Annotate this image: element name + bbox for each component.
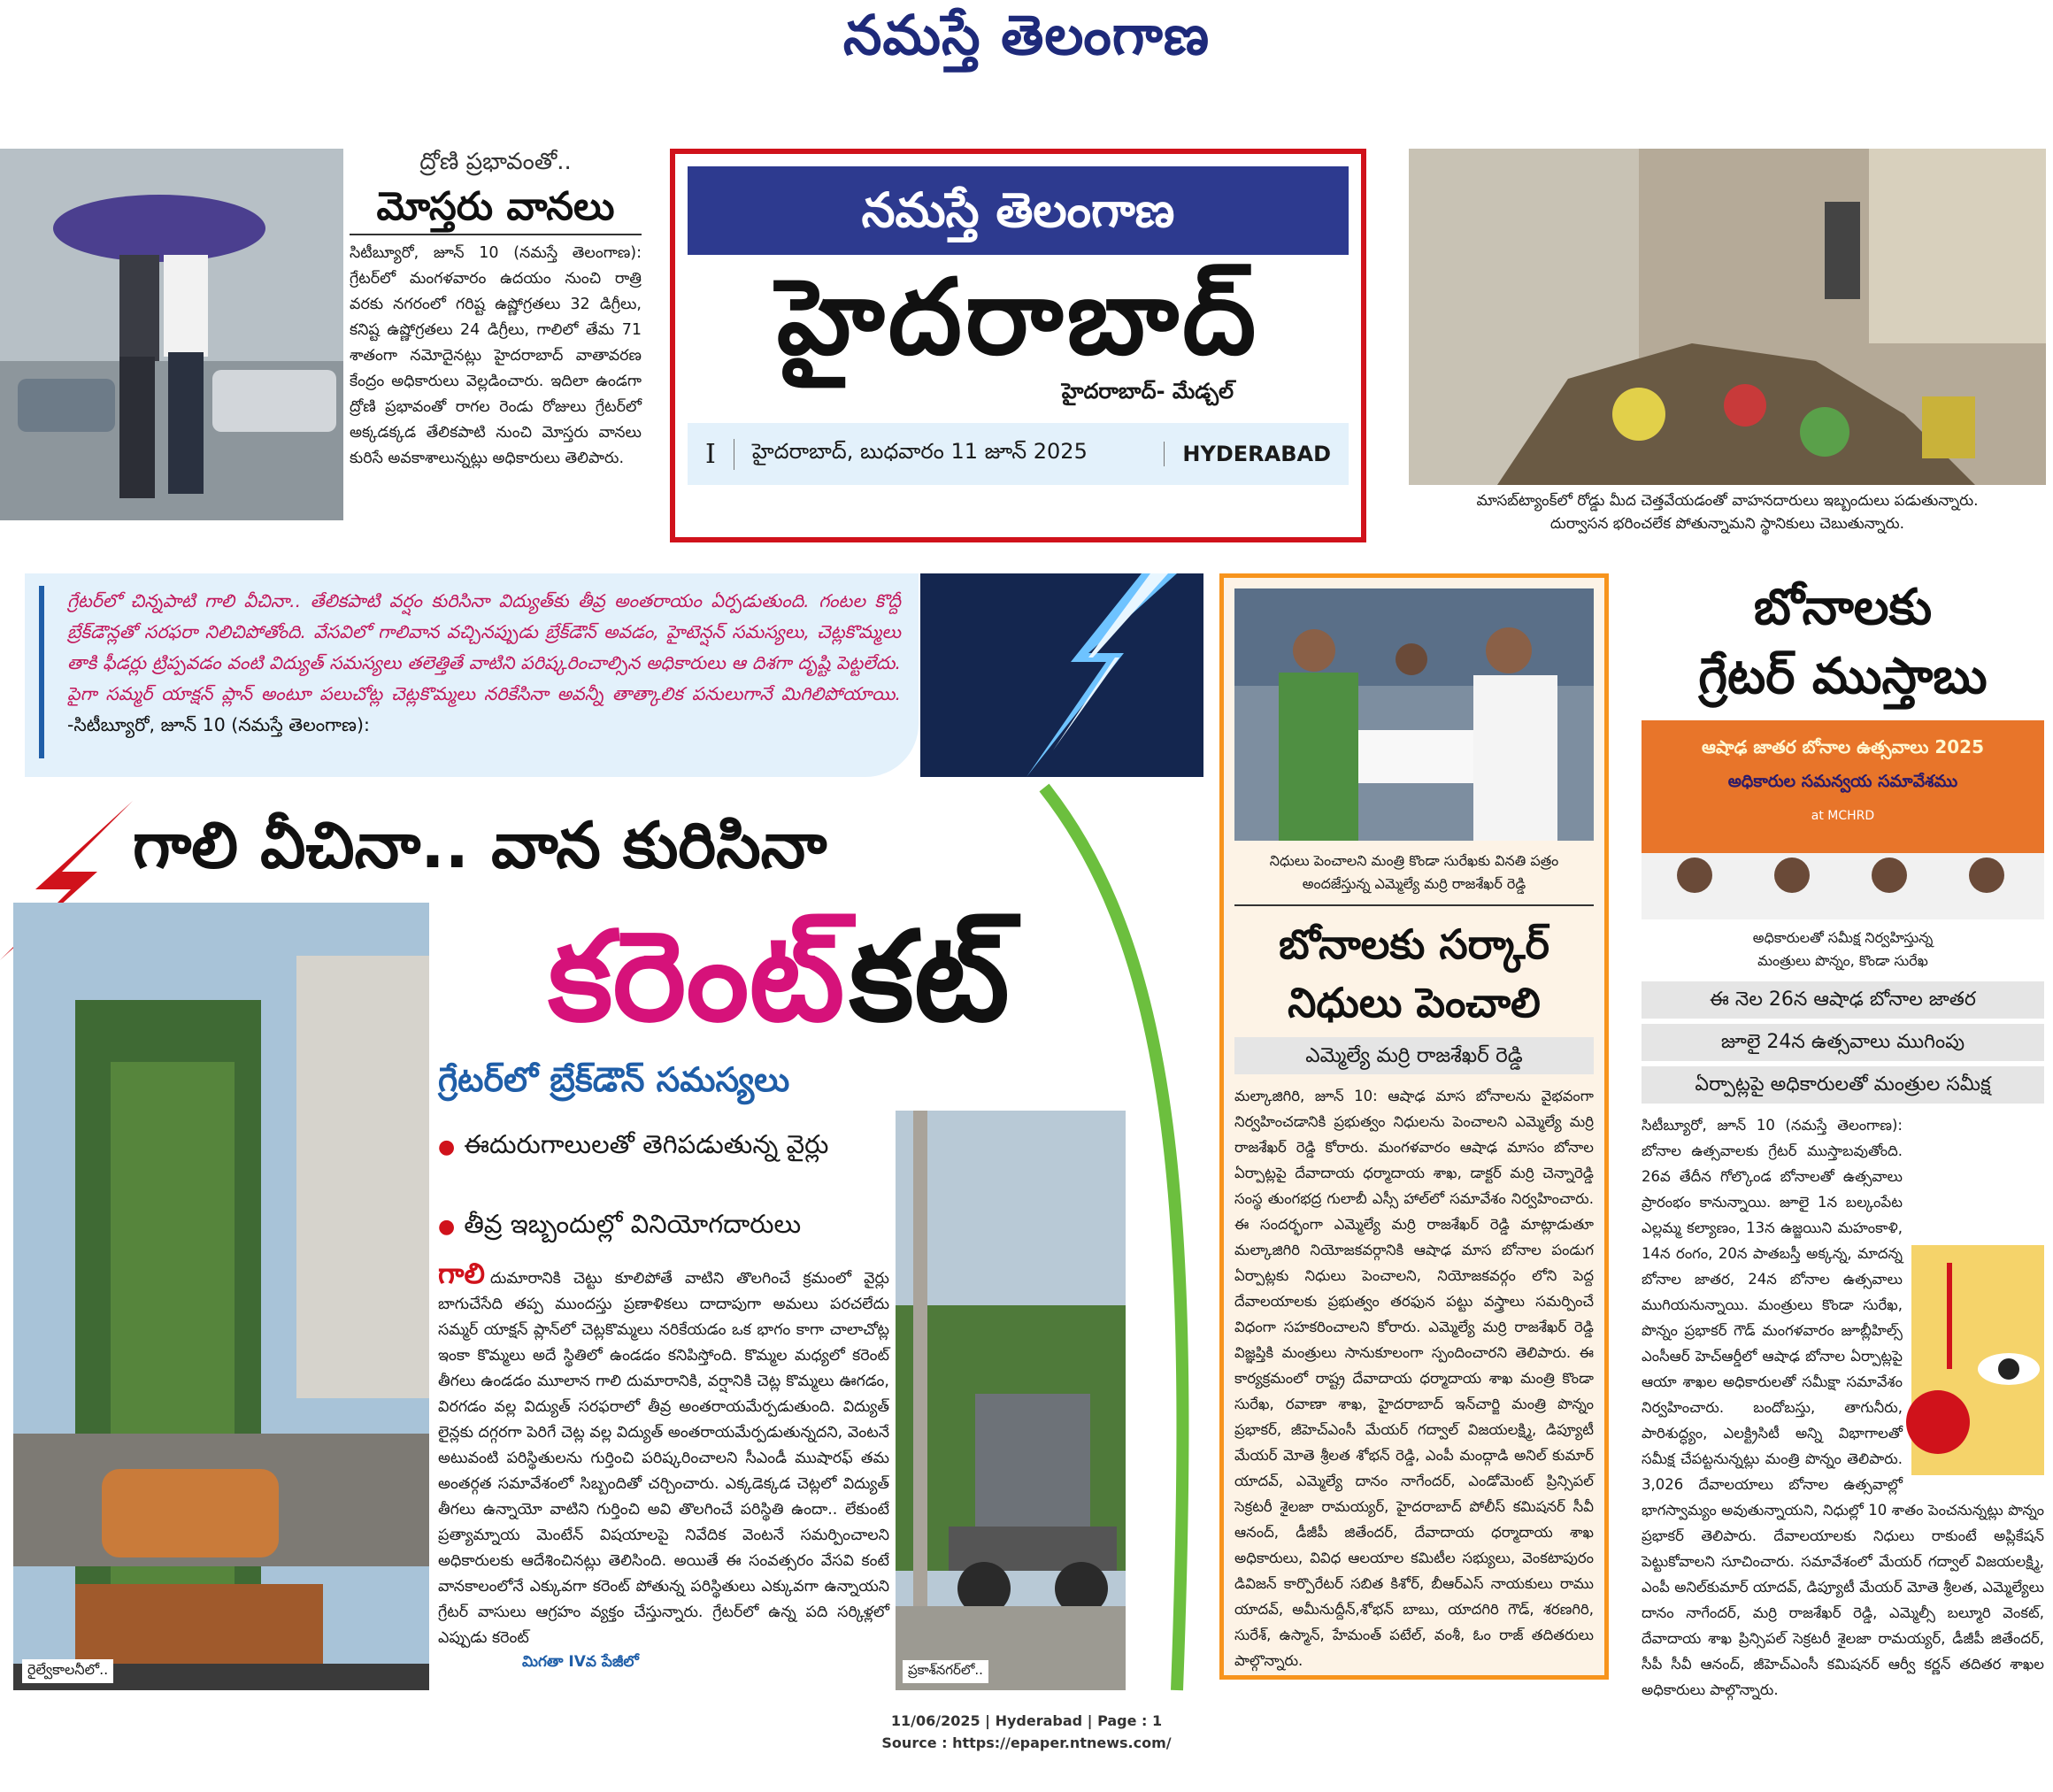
power-headline-current: కరెంట్ xyxy=(548,905,845,1050)
edition-blue-panel xyxy=(688,166,1349,255)
bonalu-greater-caption-2: మంత్రులు పొన్నం, కొండా సురేఖ xyxy=(1757,952,1928,969)
bonalu-funds-caption-1: నిధులు పెంచాలని మంత్రి కొండా సురేఖకు వినతి పత్రం xyxy=(1269,852,1559,869)
garbage-caption-2: దుర్వాసన భరించలేక పోతున్నామని స్థానికులు చెబుతున్నారు. xyxy=(1549,515,1905,533)
rain-rule xyxy=(350,234,642,235)
railway-colony-photo xyxy=(13,903,429,1690)
bonalu-banner-place: at MCHRD xyxy=(1811,809,1875,823)
bonalu-deck-2: జూలై 24న ఉత్సవాలు ముగింపు xyxy=(1642,1024,2044,1061)
garbage-photo xyxy=(1409,149,2046,485)
edition-page-mark: I xyxy=(688,439,734,470)
edition-city: హైదరాబాద్ xyxy=(776,256,1260,378)
power-drop-word: గాలి xyxy=(438,1257,485,1290)
garbage-caption xyxy=(1409,489,2046,535)
power-body-text: దుమారానికి చెట్టు కూలిపోతే వాటిని తొలగించే క్రమంలో వైర్లు బాగుచేసేది తప్ప ముందస్తు ప్రణాళికలు దాదాపుగా అమలు పరచలేదు సమ్మర్ యాక్షన్ ప్లాన్‌లో చెట్లకొమ్మలు నరికేయడం ఒక భాగం కాగా చాలాచోట్ల ఇంకా కొమ్మలు అదే స్థితిలో ఉండడం కనిపిస్తోంది. కొమ్మల మధ్యలో కరెంట్ తీగలు ఉండడం మూలాన గాలి దుమారానికి, వర్షానికి చెట్ల కొమ్మలు ఊగడం, విరగడం వల్ల విద్యుత్ సరఫరాలో తీవ్ర అంతరాయమేర్పడుతుంది. విద్యుత్ లైన్లకు దగ్గరగా పెరిగే చెట్ల వల్ల విద్యుత్ అంతరాయమేర్పడుతున్నదని, వెంటనే అటువంటి పరిస్థితులను గుర్తించి పరిష్కరించాలని సీఎండీ ముషారఫ్ తమ అంతర్గత సమావేశంలో సిబ్బందితో చర్చించారు. ఎక్కడెక్కడ చెట్లలో విద్యుత్ తీగలు ఉన్నాయో వాటిని గుర్తించి అవి తొలగించే పరిస్థితి ఉందా.. లేకుంటే ప్రత్యామ్నాయ మెంటేన్ విషయాలపై నివేదిక వెంటనే సమర్పించాలని అధికారులకు ఆదేశించినట్లు తెలిసింది. అయితే ఈ సంవత్సరం వేసవి కంటే వానకాలంలోనే ఎక్కువగా కరెంట్ పోతున్న పరిస్థితులు ఎక్కువగా ఉన్నాయని గ్రేటర్ వాసులు ఆగ్రహం వ్యక్తం చేస్తున్నారు. గ్రేటర్‌లో ఉన్న పది సర్కిళ్లలో ఎప్పుడు కరెంట్ xyxy=(438,1270,889,1647)
garbage-caption-1: మాసబ్‌ట్యాంక్‌లో రోడ్డు మీద చెత్తవేయడంతో వాహనదారులు ఇబ్బందులు పడుతున్నారు. xyxy=(1476,492,1979,510)
lightning-art xyxy=(920,573,1203,777)
edition-box xyxy=(670,149,1366,542)
power-intro-credit: -సిటీబ్యూరో, జూన్ 10 (నమస్తే తెలంగాణ): xyxy=(67,714,370,735)
bonalu-funds-column xyxy=(1219,573,1609,1680)
railway-colony-label: రైల్వేకాలనీలో.. xyxy=(22,1659,113,1683)
bonalu-greater-headline-1: బోనాలకు xyxy=(1753,579,1933,636)
bonalu-review-photo xyxy=(1642,720,2044,919)
rain-kicker: ద్రోణి ప్రభావంతో.. xyxy=(419,149,572,175)
bonalu-banner-text: ఆషాఢ జాతర బోనాల ఉత్సవాలు 2025 xyxy=(1701,736,1984,758)
bonalu-funds-rule xyxy=(1234,904,1594,906)
bonalu-greater-headline-2: గ్రేటర్ ముస్తాబు xyxy=(1698,648,1988,705)
lightning-icon xyxy=(920,573,1203,777)
rain-story xyxy=(350,149,642,520)
bonalu-funds-headline-1: బోనాలకు సర్కార్ xyxy=(1279,920,1549,968)
footer-date: 11/06/2025 | Hyderabad | Page : 1 xyxy=(890,1712,1163,1729)
masthead-title: నమస్తే తెలంగాణ xyxy=(842,3,1211,67)
prakash-nagar-label: ప్రకాశ్‌నగర్‌లో.. xyxy=(903,1660,988,1683)
power-body xyxy=(438,1257,889,1647)
bonalu-greater-caption-1: అధికారులతో సమీక్ష నిర్వహిస్తున్న xyxy=(1752,929,1934,946)
edition-dateline: హైదరాబాద్, బుధవారం 11 జూన్ 2025 xyxy=(751,439,1088,464)
edition-name-en: HYDERABAD xyxy=(1164,442,1349,466)
power-headline-1: గాలి వీచినా.. వాన కురిసినా xyxy=(133,808,827,882)
bonalu-deck-1: ఈ నెల 26న ఆషాఢ బోనాల జాతర xyxy=(1642,981,2044,1019)
bonalu-greater-caption xyxy=(1642,927,2044,973)
rain-headline: మోస్తరు వానలు xyxy=(376,184,615,229)
bonalu-funds-byline: ఎమ్మెల్యే మర్రి రాజశేఖర్ రెడ్డి xyxy=(1234,1037,1594,1074)
prakash-nagar-photo xyxy=(896,1111,1126,1690)
rain-photo xyxy=(0,149,343,520)
footer-source: Source : https://epaper.ntnews.com/ xyxy=(881,1734,1172,1751)
edition-paper-name: నమస్తే తెలంగాణ xyxy=(861,182,1175,238)
power-continued: మిగతా IVవ పేజీలో xyxy=(522,1653,639,1671)
rain-body: సిటీబ్యూరో, జూన్ 10 (నమస్తే తెలంగాణ): గ్రేటర్‌లో మంగళవారం ఉదయం నుంచి రాత్రి వరకు నగరంలో గరిష్ట ఉష్ణోగ్రతలు 32 డిగ్రీలు, కనిష్ట ఉష్ణోగ్రతలు 24 డిగ్రీలు, గాలిలో తేమ 71 శాతంగా నమోదైనట్లు హైదరాబాద్ వాతావరణ కేంద్రం అధికారులు వెల్లడించారు. ఇదిలా ఉండగా ద్రోణి ప్రభావంతో రాగల రెండు రోజులు గ్రేటర్‌లో అక్కడక్కడ తేలికపాటి నుంచి మోస్తరు వానలు కురిసే అవకాశాలున్నట్లు అధికారులు తెలిపారు. xyxy=(350,244,642,467)
power-intro-body: గ్రేటర్‌లో చిన్నపాటి గాలి వీచినా.. తేలికపాటి వర్షం కురిసినా విద్యుత్‌కు తీవ్ర అంతరాయం ఏర్పడుతుంది. గంటల కొద్దీ బ్రేక్‌డౌన్లతో సరఫరా నిలిచిపోతోంది. వేసవిలో గాలివాన వచ్చినప్పుడు బ్రేక్‌డౌన్ అవడం, హైటెన్షన్ సమస్యలు, చెట్లకొమ్మలు తాకి ఫీడర్లు ట్రిప్పవడం వంటి విద్యుత్ సమస్యలు తలెత్తితే వాటిని పరిష్కరించాల్సిన అధికారులు ఆ దిశగా దృష్టి పెట్టలేదు. పైగా సమ్మర్ యాక్షన్ ప్లాన్ అంటూ పలుచోట్ల చెట్లకొమ్మలు నరికేసినా అవన్నీ తాత్కాలిక పనులుగానే మిగిలిపోయాయి. xyxy=(67,590,901,704)
power-intro-box xyxy=(25,573,919,777)
power-bullet-1: ● ఈదురుగాలులతో తెగిపడుతున్న వైర్లు xyxy=(438,1124,898,1168)
bonalu-greater-body-wrap xyxy=(1642,1112,2044,1698)
bonalu-funds-body: మల్కాజిగిరి, జూన్ 10: ఆషాఢ మాస బోనాలను వైభవంగా నిర్వహించడానికి ప్రభుత్వం నిధులను పెంచాలని ఎమ్మెల్యే మర్రి రాజశేఖర్ రెడ్డి కోరారు. మంగళవారం ఆషాఢ మాసం బోనాల ఏర్పాట్లపై దేవాదాయ ధర్మాదాయ శాఖ, డాక్టర్ మర్రి చెన్నారెడ్డి సంస్థ తుంగభద్ర గులాబీ ఎస్సీ హాల్‌లో సమావేశం నిర్వహించారు. ఈ సందర్భంగా ఎమ్మెల్యే మర్రి రాజశేఖర్ రెడ్డి మాట్లాడుతూ మల్కాజిగిరి నియోజకవర్గానికి ఆషాఢ మాస బోనాల పండుగ ఏర్పాట్లకు నిధులు పెంచాలని, నియోజకవర్గం లోని పెద్ద దేవాలయాలకు ప్రభుత్వం తరఫున పట్టు వస్త్రాలు సమర్పించే విధంగా సహకరించాలని కోరారు. ఎమ్మెల్యే మర్రి రాజశేఖర్ రెడ్డి విజ్ఞప్తికి మంత్రులు సానుకూలంగా స్పందించారని తెలిపారు. ఈ కార్యక్రమంలో రాష్ట్ర దేవాదాయ ధర్మాదాయ శాఖ మంత్రి కొండా సురేఖ, రవాణా శాఖ, హైదరాబాద్ ఇన్‌చార్జి మంత్రి పొన్నం ప్రభాకర్, జీహెచ్ఎంసీ మేయర్ గద్వాల్ విజయలక్ష్మి, డిప్యూటీ మేయర్ మోతె శ్రీలత శోభన్ రెడ్డి, ఎంపీ మంద్గాడి అనిల్ కుమార్ యాదవ్, ఎమ్మెల్యే దానం నాగేందర్, ఎండోమెంట్ ప్రిన్సిపల్ సెక్రటరీ శైలజా రామయ్యర్, హైదరాబాద్ పోలీస్ కమిషనర్ సీవీ ఆనంద్, డీజీపీ జితేందర్, దేవాదాయ ధర్మాదాయ శాఖ అధికారులు, వివిధ ఆలయాల కమిటీల సభ్యులు, వెంకటాపురం డివిజన్ కార్పొరేటర్ సబిత కిశోర్, బీఆర్ఎస్ నాయకులు రాము యాదవ్, అమీనుద్దీన్,శోభన్ బాబు, యాదగిరి గౌడ్, శరణగిరి, సురేశ్, ఉస్మాన్, హేమంత్ పటేల్, వంశీ, ఓం రాజ్ తదితరులు పాల్గొన్నారు. xyxy=(1234,1088,1594,1669)
power-bullet-2: ● తీవ్ర ఇబ్బందుల్లో వినియోగదారులు xyxy=(438,1204,898,1248)
bonalu-funds-headline-2: నిధులు పెంచాలి xyxy=(1288,979,1541,1027)
power-intro-text xyxy=(67,586,901,741)
bonalu-greater-column xyxy=(1642,573,2044,1698)
power-headline-cut: కట్ xyxy=(849,905,1010,1050)
power-subhead: గ్రేటర్‌లో బ్రేక్‌డౌన్ సమస్యలు xyxy=(438,1060,790,1099)
bonalu-funds-photo xyxy=(1234,588,1594,841)
masthead xyxy=(0,0,2053,71)
bonalu-banner-sub: అధికారుల సమన్వయ సమావేశము xyxy=(1727,772,1958,791)
bonalu-goddess-art xyxy=(1911,1245,2044,1475)
bonalu-funds-caption-2: అందజేస్తున్న ఎమ్మెల్యే మర్రి రాజశేఖర్ రెడ్డి xyxy=(1302,875,1526,892)
goddess-icon xyxy=(1911,1245,2044,1475)
bonalu-deck-3: ఏర్పాట్లపై అధికారులతో మంత్రుల సమీక్ష xyxy=(1642,1066,2044,1104)
edition-dateline-bar xyxy=(688,423,1349,485)
bonalu-greater-body: సిటీబ్యూరో, జూన్ 10 (నమస్తే తెలంగాణ): బోనాల ఉత్సవాలకు గ్రేటర్ ముస్తాబవుతోంది. 26వ తేదీన గోల్కొండ బోనాలతో ఉత్సవాలు ప్రారంభం కానున్నాయి. జూలై 1న బల్కంపేట ఎల్లమ్మ కల్యాణం, 13న ఉజ్జయిని మహంకాళి, 14న రంగం, 20న పాతబస్తీ అక్కన్న, మాదన్న బోనాల జాతర, 24న బోనాల ఉత్సవాలు ముగియనున్నాయి. మంత్రులు కొండా సురేఖ, పొన్నం ప్రభాకర్ గౌడ్ మంగళవారం జూబ్లీహిల్స్ ఎంసీఆర్ హెచ్ఆర్డీలో ఆషాఢ బోనాల ఏర్పాట్లపై ఆయా శాఖల అధికారులతో సమీక్షా సమావేశం నిర్వహించారు. బందోబస్తు, తాగునీరు, పారిశుద్ధ్యం, ఎలక్ట్రిసిటీ అన్ని విభాగాలతో సమీక్ష చేపట్టనున్నట్లు మంత్రి పొన్నం తెలిపారు. 3,026 దేవాలయాలు బోనాల ఉత్సవాల్లో భాగస్వామ్యం అవుతున్నాయని, నిధుల్లో 10 శాతం పెంచనున్నట్లు పొన్నం ప్రభాకర్ తెలిపారు. దేవాలయాలకు నిధులు రాకుంటే అప్లికేషన్ పెట్టుకోవాలని సూచించారు. సమావేశంలో మేయర్ గద్వాల్ విజయలక్ష్మి, ఎంపీ అనిల్‌కుమార్ యాదవ్, డిప్యూటీ మేయర్ మోతె శ్రీలత, ఎమ్మెల్యేలు దానం నాగేందర్, మర్రి రాజశేఖర్ రెడ్డి, ఎమ్మెల్సీ బల్మూరి వెంకట్, దేవాదాయ శాఖ ప్రిన్సిపల్ సెక్రటరీ శైలజా రామయ్యర్, డీజీపీ జితేందర్, సీపీ సీవీ ఆనంద్, జీహెచ్ఎంసీ కమిషనర్ ఆర్వీ కర్ణన్ తదితర శాఖల అధికారులు పాల్గొన్నారు. xyxy=(1642,1117,2044,1698)
edition-sub: హైదరాబాద్- మేడ్చల్ xyxy=(1061,379,1234,404)
bonalu-funds-caption xyxy=(1234,850,1594,896)
power-intro-bar xyxy=(39,586,44,758)
